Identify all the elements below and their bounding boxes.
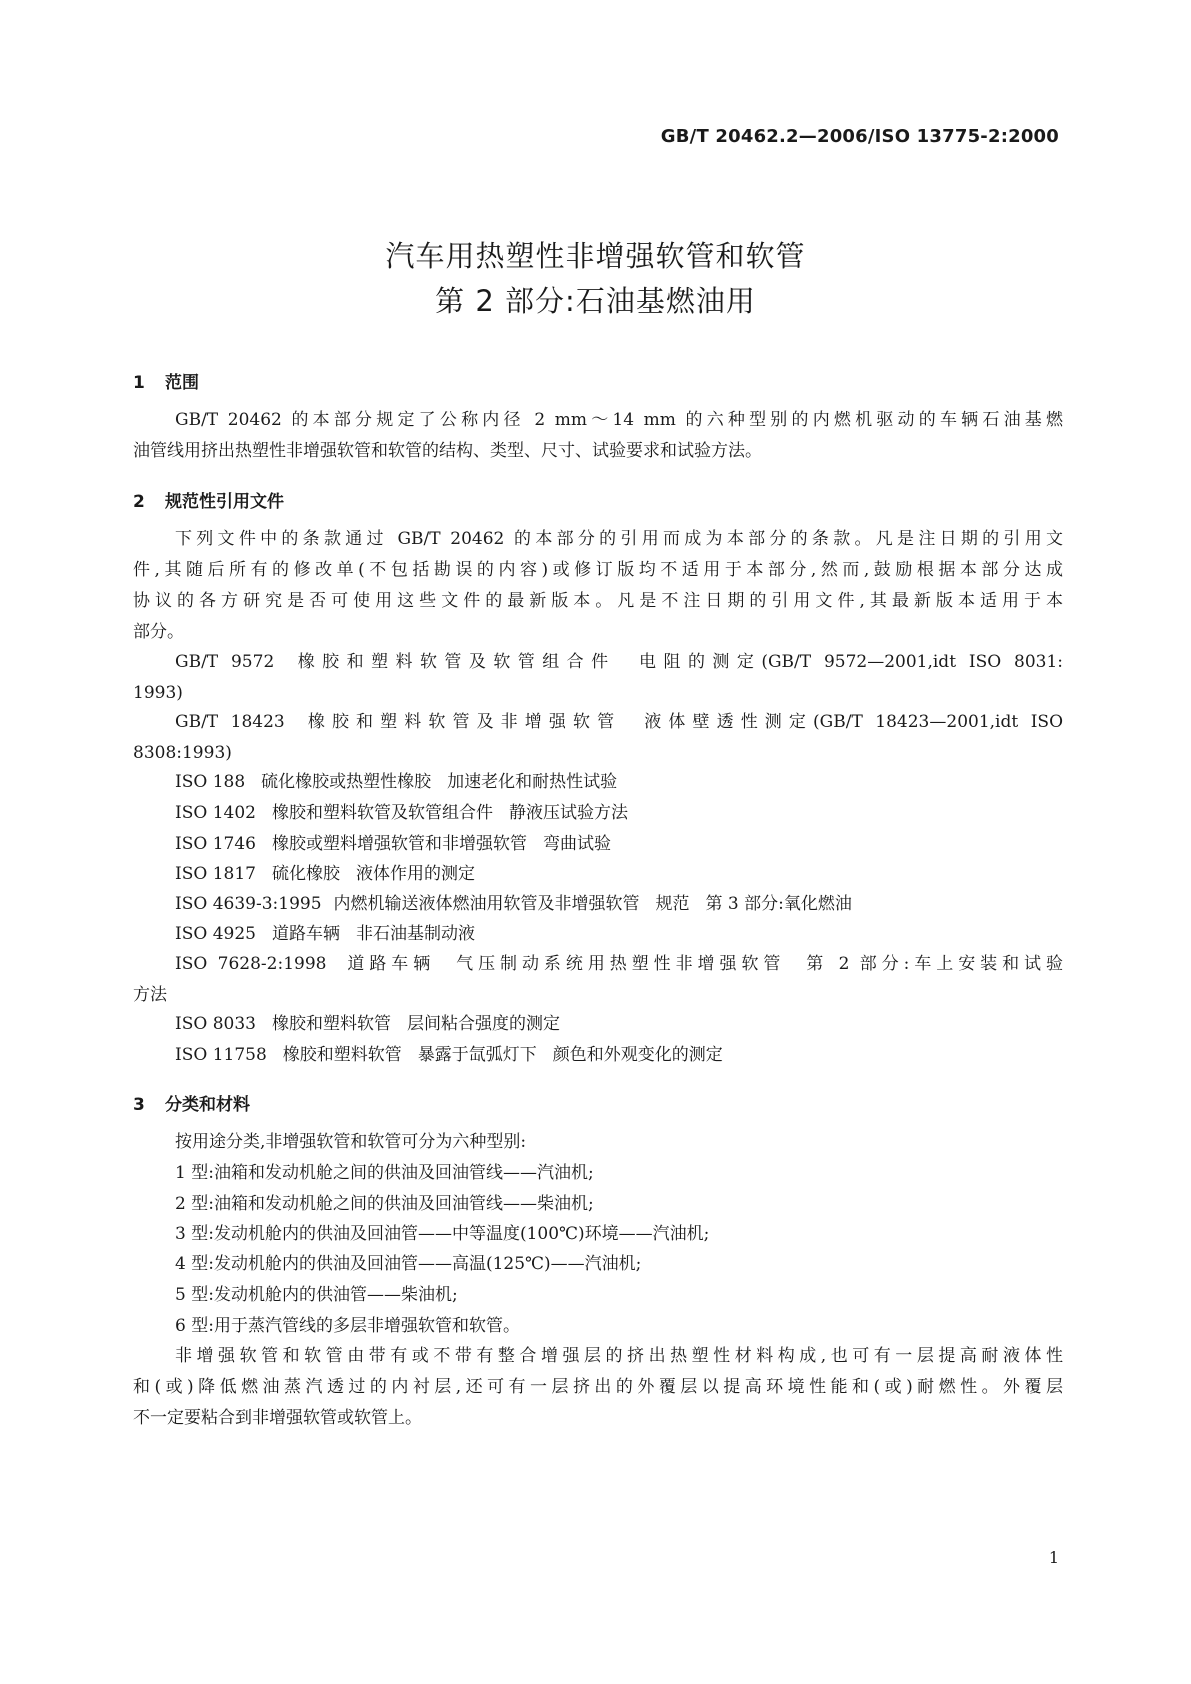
reference-subtitle: 层间粘合强度的测定 bbox=[406, 1014, 560, 1034]
type-item: 2 型:油箱和发动机舱之间的供油及回油管线——柴油机; bbox=[175, 1194, 594, 1214]
page-number: 1 bbox=[1048, 1548, 1059, 1567]
reference-item bbox=[175, 803, 628, 823]
title-line-2: 第 2 部分:石油基燃油用 bbox=[435, 284, 756, 318]
paragraph-line: 和(或)降低燃油蒸汽透过的内衬层,还可有一层挤出的外覆层以提高环境性能和(或)耐燃性。外覆层 bbox=[133, 1377, 1063, 1397]
type-item: 1 型:油箱和发动机舱之间的供油及回油管线——汽油机; bbox=[175, 1163, 594, 1183]
reference-item bbox=[175, 894, 852, 914]
paragraph-line: 部分。 bbox=[133, 622, 184, 642]
reference-item bbox=[175, 864, 475, 884]
reference-item bbox=[175, 712, 1063, 732]
reference-subtitle: 气压制动系统用热塑性非增强软管 bbox=[451, 954, 786, 974]
reference-subtitle: 规范 bbox=[655, 894, 690, 914]
reference-item bbox=[175, 924, 475, 944]
title-line-1: 汽车用热塑性非增强软管和软管 bbox=[385, 239, 806, 273]
reference-title: 橡胶或塑料增强软管和非增强软管 bbox=[271, 834, 527, 854]
reference-title: 橡胶和塑料软管及软管组合件 bbox=[290, 652, 616, 672]
section-number: 3 bbox=[133, 1095, 145, 1115]
reference-code: ISO 4639-3:1995 bbox=[175, 894, 322, 914]
reference-item bbox=[175, 772, 617, 792]
paragraph-line: 不一定要粘合到非增强软管或软管上。 bbox=[133, 1408, 422, 1428]
reference-extra: 第 3 部分:氧化燃油 bbox=[705, 894, 852, 914]
type-item: 6 型:用于蒸汽管线的多层非增强软管和软管。 bbox=[175, 1316, 520, 1336]
reference-code: ISO 1817 bbox=[175, 864, 256, 884]
reference-code: GB/T 18423 bbox=[175, 712, 285, 732]
reference-subtitle: 液体壁透性测定(GB/T 18423—2001,idt ISO bbox=[637, 712, 1064, 732]
section-title: 范围 bbox=[165, 373, 199, 393]
reference-subtitle: 加速老化和耐热性试验 bbox=[447, 772, 618, 792]
reference-title: 硫化橡胶 bbox=[271, 864, 340, 884]
paragraph-line: 下列文件中的条款通过 GB/T 20462 的本部分的引用而成为本部分的条款。凡是注日期的引用文 bbox=[175, 529, 1063, 549]
section-3-heading bbox=[133, 1090, 250, 1115]
reference-title: 道路车辆 bbox=[271, 924, 340, 944]
paragraph-line: 协议的各方研究是否可使用这些文件的最新版本。凡是不注日期的引用文件,其最新版本适用于本 bbox=[133, 591, 1063, 611]
standard-code: GB/T 20462.2—2006/ISO 13775-2:2000 bbox=[660, 126, 1059, 147]
section-title: 规范性引用文件 bbox=[165, 492, 284, 512]
reference-code: GB/T 9572 bbox=[175, 652, 275, 672]
reference-extra: 第 2 部分:车上安装和试验 bbox=[801, 954, 1063, 974]
reference-title: 硫化橡胶或热塑性橡胶 bbox=[261, 772, 432, 792]
reference-subtitle: 液体作用的测定 bbox=[355, 864, 475, 884]
reference-code: ISO 11758 bbox=[175, 1045, 267, 1065]
reference-item bbox=[175, 954, 1063, 974]
type-item: 5 型:发动机舱内的供油管——柴油机; bbox=[175, 1285, 458, 1305]
reference-subtitle: 暴露于氙弧灯下 bbox=[417, 1045, 537, 1065]
reference-code: ISO 1746 bbox=[175, 834, 256, 854]
reference-subtitle: 非石油基制动液 bbox=[355, 924, 475, 944]
section-title: 分类和材料 bbox=[165, 1095, 250, 1115]
reference-item bbox=[175, 834, 611, 854]
type-item: 4 型:发动机舱内的供油及回油管——高温(125℃)——汽油机; bbox=[175, 1254, 642, 1274]
reference-continuation: 1993) bbox=[133, 683, 183, 703]
reference-item bbox=[175, 652, 1063, 672]
paragraph-line: 油管线用挤出热塑性非增强软管和软管的结构、类型、尺寸、试验要求和试验方法。 bbox=[133, 441, 762, 461]
reference-title: 橡胶和塑料软管 bbox=[271, 1014, 391, 1034]
reference-subtitle: 静液压试验方法 bbox=[508, 803, 628, 823]
reference-code: ISO 8033 bbox=[175, 1014, 256, 1034]
type-item: 3 型:发动机舱内的供油及回油管——中等温度(100℃)环境——汽油机; bbox=[175, 1224, 710, 1244]
paragraph-line: GB/T 20462 的本部分规定了公称内径 2 mm～14 mm 的六种型别的内燃机驱动的车辆石油基燃 bbox=[175, 410, 1063, 430]
section-number: 1 bbox=[133, 373, 145, 393]
section-2-heading bbox=[133, 487, 284, 512]
section-1-heading bbox=[133, 368, 199, 393]
reference-code: ISO 4925 bbox=[175, 924, 256, 944]
reference-note: (GB/T 9572—2001,idt ISO 8031: bbox=[761, 652, 1064, 672]
reference-item bbox=[175, 1045, 723, 1065]
reference-code: ISO 188 bbox=[175, 772, 246, 792]
reference-title: 橡胶和塑料软管及非增强软管 bbox=[300, 712, 622, 732]
section-number: 2 bbox=[133, 492, 145, 512]
reference-subtitle: 电阻的测定 bbox=[631, 652, 762, 672]
reference-code: ISO 1402 bbox=[175, 803, 256, 823]
reference-code: ISO 7628-2:1998 bbox=[175, 954, 327, 974]
reference-item bbox=[175, 1014, 560, 1034]
paragraph-line: 件,其随后所有的修改单(不包括勘误的内容)或修订版均不适用于本部分,然而,鼓励根据本部分达成 bbox=[133, 560, 1063, 580]
reference-continuation: 8308:1993) bbox=[133, 743, 232, 763]
reference-title: 内燃机输送液体燃油用软管及非增强软管 bbox=[333, 894, 640, 914]
reference-title: 橡胶和塑料软管 bbox=[282, 1045, 402, 1065]
reference-title: 橡胶和塑料软管及软管组合件 bbox=[271, 803, 493, 823]
reference-subtitle: 弯曲试验 bbox=[542, 834, 611, 854]
reference-title: 道路车辆 bbox=[342, 954, 436, 974]
reference-extra: 颜色和外观变化的测定 bbox=[552, 1045, 723, 1065]
paragraph-line: 非增强软管和软管由带有或不带有整合增强层的挤出热塑性材料构成,也可有一层提高耐液体性 bbox=[175, 1346, 1063, 1366]
reference-continuation: 方法 bbox=[133, 985, 167, 1005]
paragraph-line: 按用途分类,非增强软管和软管可分为六种型别: bbox=[175, 1132, 527, 1152]
